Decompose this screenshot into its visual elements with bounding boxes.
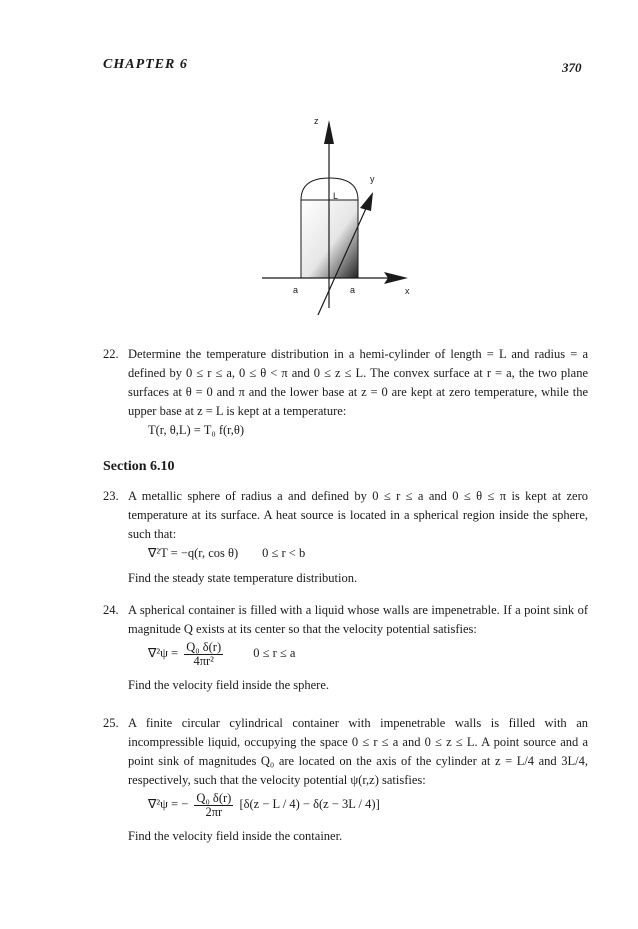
equation-lhs: ∇²ψ = −: [148, 797, 189, 812]
problem-text: A spherical container is filled with a liquid whose walls are impenetrable. If a point sink of magnitude Q exists at its center so that the velocity potential satisfies:: [128, 603, 588, 636]
problem-22: [103, 345, 588, 440]
label-x: x: [405, 286, 410, 296]
heat-equation: [148, 544, 588, 563]
problem-number: 23.: [103, 489, 119, 503]
y-axis-arrow: [360, 192, 373, 211]
problem-23: [103, 487, 588, 588]
label-L: L: [333, 191, 339, 201]
problem-number: 25.: [103, 716, 119, 730]
equation-rhs: [δ(z − L / 4) − δ(z − 3L / 4)]: [239, 797, 380, 812]
potential-equation: [148, 641, 588, 668]
fraction-denominator: 2πr: [205, 805, 223, 819]
page-number: 370: [562, 60, 582, 75]
chapter-heading: CHAPTER 6: [103, 57, 188, 72]
label-y: y: [370, 174, 375, 184]
z-axis-arrow: [324, 120, 334, 144]
section-heading: Section 6.10: [103, 459, 175, 474]
problem-text: A finite circular cylindrical container with impenetrable walls is filled with an incompressible liquid, occupying the space 0 ≤ r ≤ a and 0 ≤ z ≤ L. A point source and a point sink of magnitudes Q₀ are located on the axis of the cylinder at z = L/4 and 3L/4, respectively, such that the velocity potential ψ(r,z) satisfies:: [128, 716, 588, 787]
fraction: [194, 792, 233, 819]
problem-24: [103, 601, 588, 695]
fraction: [184, 641, 223, 668]
equation-main: ∇²T = −q(r, cos θ): [148, 546, 239, 560]
problem-number: 24.: [103, 603, 119, 617]
problem-text: Determine the temperature distribution in a hemi-cylinder of length = L and radius = a defined by 0 ≤ r ≤ a, 0 ≤ θ < π and 0 ≤ z ≤ L. The convex surface at r = a, the two plane surfaces at θ = 0 and π and the lower base at z = 0 are kept at zero temperature, while the upper base at z = L is kept at a temperature:: [128, 347, 588, 418]
hemi-cylinder-figure: [240, 108, 430, 343]
label-z: z: [314, 116, 319, 126]
fraction-numerator: Q₀ δ(r): [186, 640, 222, 654]
problem-text: A metallic sphere of radius a and defined by 0 ≤ r ≤ a and 0 ≤ θ ≤ π is kept at zero temperature at its surface. A heat source is located in a spherical region inside the sphere, such that:: [128, 489, 588, 541]
fraction-numerator: Q₀ δ(r): [196, 791, 232, 805]
problem-instruction: Find the velocity field inside the sphere.: [128, 678, 329, 692]
problem-instruction: Find the steady state temperature distribution.: [128, 571, 358, 585]
problem-number: 22.: [103, 347, 119, 361]
fraction-denominator: 4πr²: [193, 654, 214, 668]
potential-equation: [148, 792, 588, 819]
problem-instruction: Find the velocity field inside the container.: [128, 829, 343, 843]
equation-condition: 0 ≤ r ≤ a: [253, 646, 296, 661]
problem-25: [103, 714, 588, 846]
equation-lhs: ∇²ψ =: [148, 646, 179, 661]
boundary-equation: T(r, θ,L) = T₀ f(r,θ): [148, 423, 245, 437]
label-a-right: a: [350, 285, 356, 295]
label-a-left: a: [293, 285, 299, 295]
equation-condition: 0 ≤ r < b: [262, 546, 306, 560]
